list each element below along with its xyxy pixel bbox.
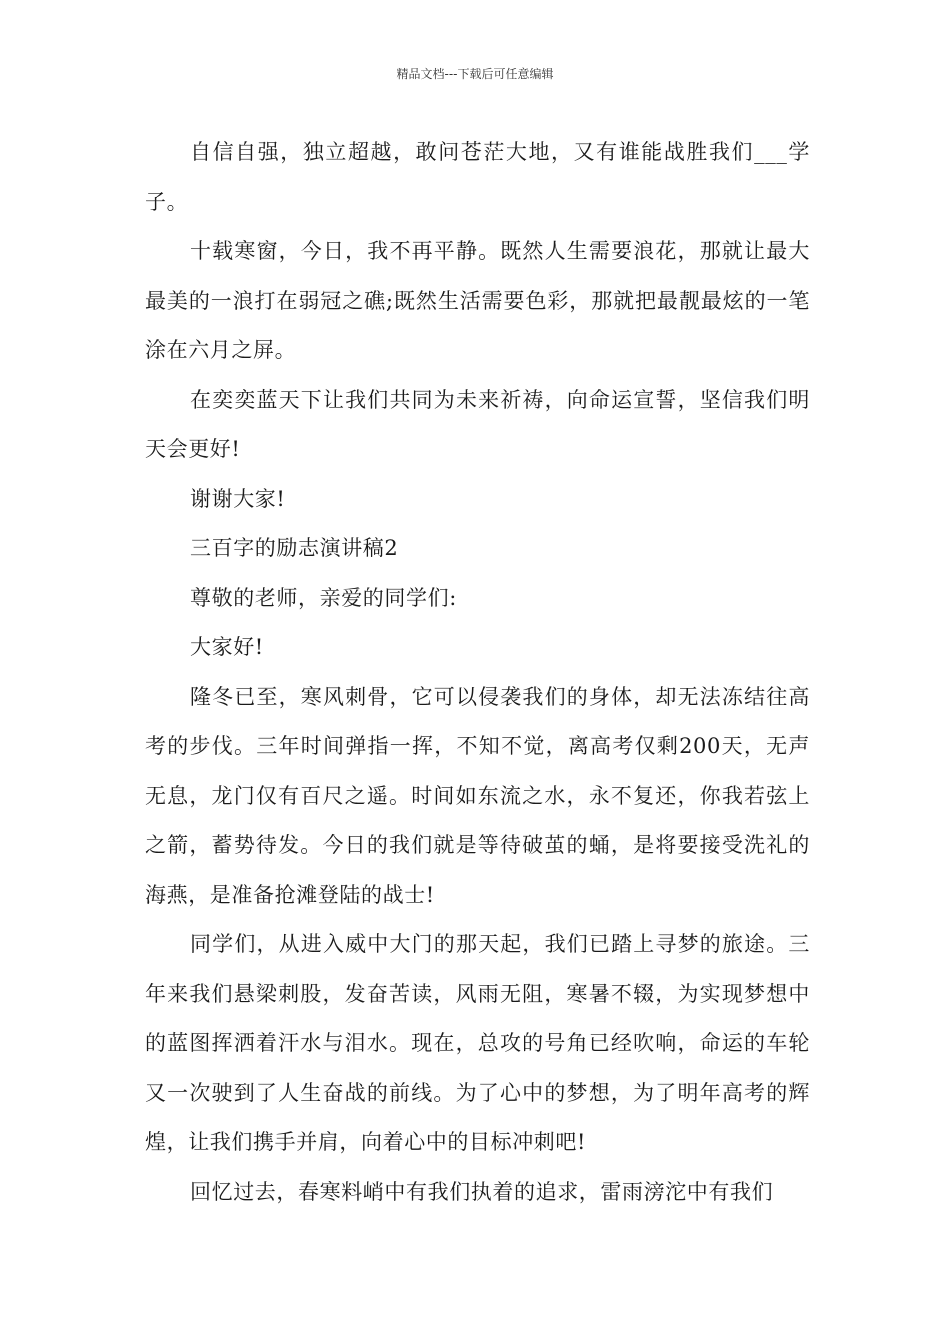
paragraph: 隆冬已至，寒风刺骨，它可以侵袭我们的身体，却无法冻结往高考的步伐。三年时间弹指一挥，不知不觉，离高考仅剩200天，无声无息，龙门仅有百尺之遥。时间如东流之水，永不复还，你我若弦上之箭，蓄势待发。今日的我们就是等待破茧的蛹，是将要接受洗礼的海燕，是准备抢滩登陆的战士! — [145, 684, 810, 907]
page-header-watermark: 精品文档---下载后可任意编辑 — [396, 67, 554, 81]
greeting: 大家好! — [190, 635, 264, 659]
paragraph: 同学们，从进入威中大门的那天起，我们已踏上寻梦的旅途。三年来我们悬梁刺股，发奋苦读，风雨无阻，寒暑不辍，为实现梦想中的蓝图挥洒着汗水与泪水。现在，总攻的号角已经吹响，命运的车轮又一次驶到了人生奋战的前线。为了心中的梦想，为了明年高考的辉煌，让我们携手并肩，向着心中的目标冲刺吧! — [145, 932, 810, 1154]
paragraph: 十载寒窗，今日，我不再平静。既然人生需要浪花，那就让最大最美的一浪打在弱冠之礁;既然生活需要色彩，那就把最靓最炫的一笔涂在六月之屏。 — [145, 239, 810, 362]
salutation: 尊敬的老师，亲爱的同学们: — [190, 585, 457, 610]
paragraph: 自信自强，独立超越，敢问苍茫大地，又有谁能战胜我们___学子。 — [145, 140, 810, 214]
section-heading: 三百字的励志演讲稿2 — [190, 536, 399, 560]
paragraph: 回忆过去，春寒料峭中有我们执着的追求，雷雨滂沱中有我们 — [190, 1179, 774, 1204]
document-body — [145, 128, 810, 1217]
paragraph: 在奕奕蓝天下让我们共同为未来祈祷，向命运宣誓，坚信我们明天会更好! — [145, 387, 810, 461]
paragraph: 谢谢大家! — [190, 486, 286, 511]
